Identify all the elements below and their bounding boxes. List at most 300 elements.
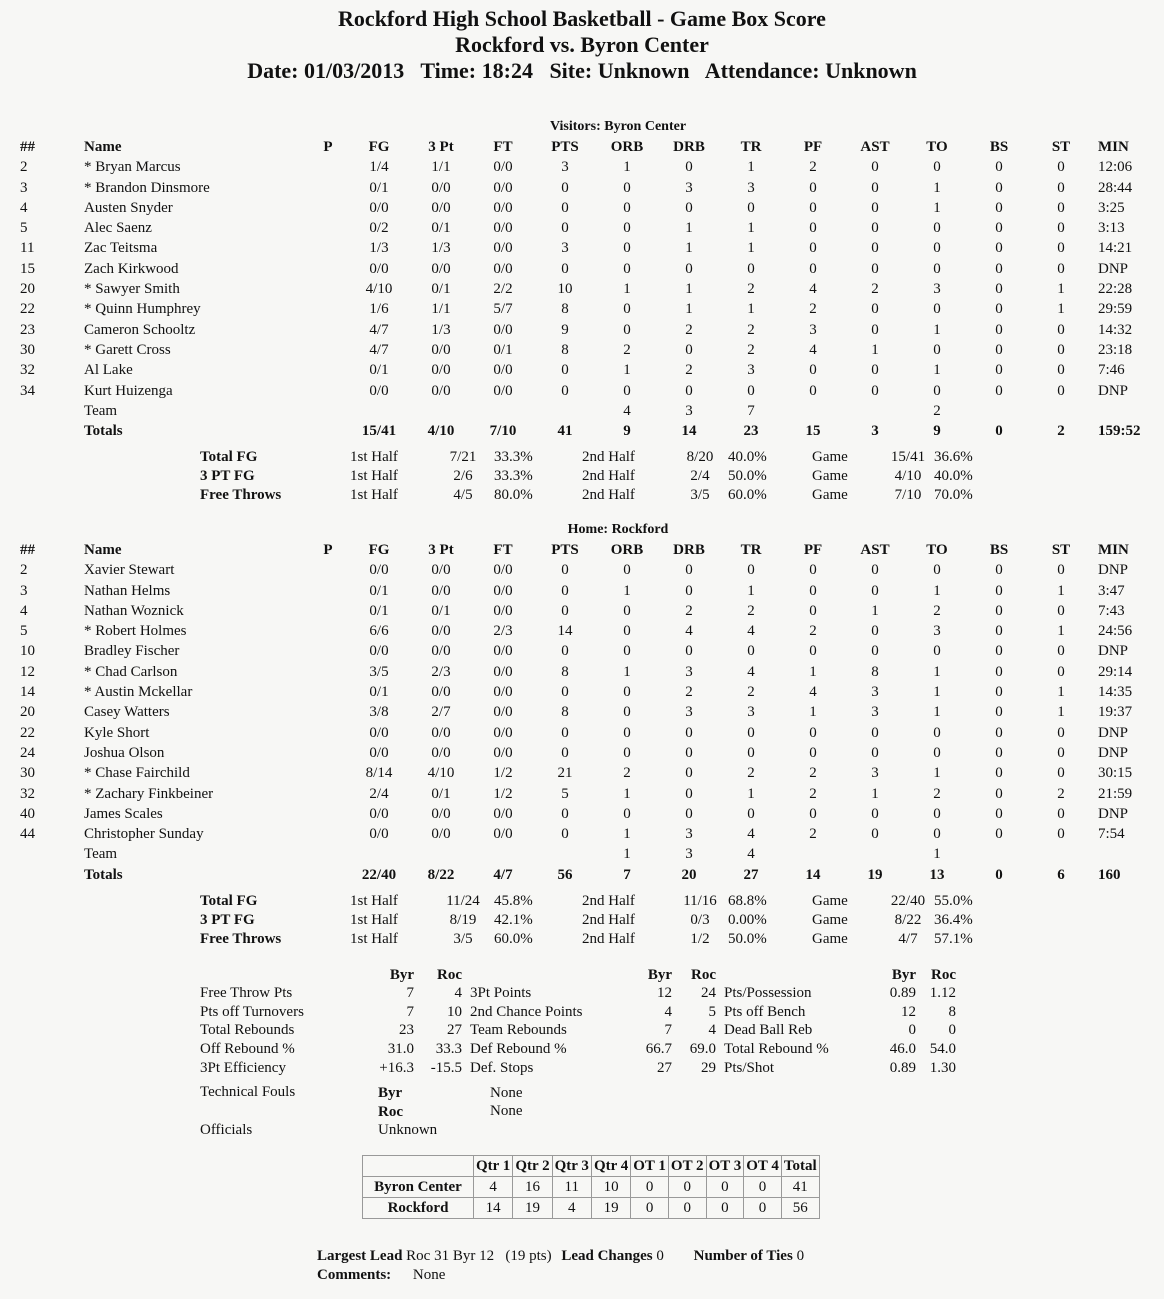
misc-value: 1.12 [929,985,956,1001]
stat-cell [534,844,596,864]
player-row [20,702,1158,722]
shooting-cell: 1st Half [350,912,398,928]
column-header: TO [926,542,948,558]
stat-cell: 0 [871,260,879,277]
home-box-table [20,540,1158,885]
stat-cell: 1/2 [493,785,513,802]
stat-cell [308,784,348,804]
totals-cell: Totals [84,423,123,440]
totals-cell: 3 [871,423,879,440]
stat-cell: 2 [809,826,817,843]
stat-cell: 19:37 [1098,704,1133,721]
stat-cell: 0 [809,260,817,277]
quarter-score: 0 [744,1177,782,1198]
stat-cell: 0 [809,240,817,257]
stat-cell: 1/2 [493,765,513,782]
stat-cell: 44 [20,826,35,843]
stat-cell: 7:54 [1098,826,1125,843]
stat-cell: 29:14 [1098,663,1133,680]
shooting-cell: Game [812,912,848,928]
stat-cell [20,401,84,421]
shooting-cell: 2/6 [453,468,473,484]
stat-cell: 1 [685,301,693,318]
stat-cell: 0/0 [369,562,389,579]
misc-value: 0.89 [889,985,916,1001]
stat-cell: 0 [933,744,941,761]
stat-cell [1030,401,1092,421]
stat-cell: 0 [1057,744,1065,761]
stat-cell: 24:56 [1098,623,1133,640]
stat-cell [472,401,534,421]
stat-cell: 0 [685,582,693,599]
shooting-cell: 55.0% [934,893,973,909]
stat-cell: Zac Teitsma [84,240,158,257]
stat-cell: 0/1 [431,220,451,237]
stat-cell: 0 [1057,240,1065,257]
stat-cell: Casey Watters [84,704,170,721]
stat-cell: 0 [995,724,1003,741]
misc-value: +16.3 [379,1059,414,1076]
stat-cell: 1 [809,704,817,721]
stat-cell: 0 [933,724,941,741]
stat-cell: 0 [623,199,631,216]
stat-cell: 0/0 [493,602,513,619]
stat-cell: 8 [871,663,879,680]
stat-cell: 24 [20,744,35,761]
home-header-row [20,540,1158,560]
totals-row [20,865,1158,885]
column-header: MIN [1098,139,1129,155]
stat-cell: 1 [809,663,817,680]
stat-cell: 0/0 [431,199,451,216]
stat-cell: 1 [747,240,755,257]
stat-cell: 0 [995,301,1003,318]
stat-cell: 14:21 [1098,240,1133,257]
quarter-score: 0 [631,1177,669,1198]
misc-label: Pts off Turnovers [200,1003,304,1020]
stat-cell: 0 [871,562,879,579]
stat-cell: 3 [871,704,879,721]
misc-value: 66.7 [645,1041,672,1058]
stat-cell [308,662,348,682]
report-title: Rockford High School Basketball - Game Box Score [338,6,826,31]
totals-cell: 6 [1057,866,1065,883]
column-header: TO [926,139,948,155]
stat-cell [782,401,844,421]
misc-value: 4 [708,1022,716,1039]
stat-cell: 0 [933,826,941,843]
stat-cell: 4 [747,663,755,680]
stat-cell: 2 [747,684,755,701]
stat-cell: Al Lake [84,362,133,379]
stat-cell: 3 [685,846,693,863]
totals-cell [20,421,84,441]
shooting-cell: 57.1% [934,931,973,947]
stat-cell: DNP [1098,805,1129,822]
stat-cell: 0 [871,724,879,741]
shooting-cell: 70.0% [934,487,973,503]
stat-cell: 1 [1057,684,1065,701]
player-row [20,279,1158,299]
misc-byr-header-3: Byr [891,966,916,983]
stat-cell: 0 [809,643,817,660]
stat-cell: 0 [747,744,755,761]
stat-cell: 0/1 [369,362,389,379]
stat-cell: 0 [933,341,941,358]
lead-changes-label: Lead Changes [561,1248,653,1264]
stat-cell: 4 [809,281,817,298]
stat-cell: 3 [747,179,755,196]
largest-lead-value: Roc 31 Byr 12 (19 pts) [406,1248,552,1264]
visitors-header-row [20,137,1158,157]
shooting-cell: 7/10 [894,487,922,503]
stat-cell [308,198,348,218]
stat-cell: 9 [561,321,569,338]
stat-cell: 0/0 [493,744,513,761]
totals-cell: Totals [84,866,123,883]
stat-cell: 2 [809,159,817,176]
stat-cell: 0/0 [431,724,451,741]
stat-cell: 1 [933,765,941,782]
stat-cell: 1/6 [369,301,389,318]
stat-cell: 0 [871,301,879,318]
stat-cell: 0 [685,562,693,579]
stat-cell: 2 [809,301,817,318]
shooting-cell: Game [812,449,848,465]
stat-cell: 2 [20,159,28,176]
stat-cell: 0 [623,602,631,619]
stat-cell: 0 [747,260,755,277]
stat-cell: 0/0 [369,643,389,660]
stat-cell: 0 [809,805,817,822]
player-row [20,641,1158,661]
totals-cell: 7/10 [489,423,517,440]
stat-cell: 2 [809,623,817,640]
column-header: BS [989,542,1009,558]
stat-cell: 30:15 [1098,765,1133,782]
totals-cell [308,421,348,441]
quarter-row [363,1198,820,1219]
stat-cell: 7 [747,402,755,419]
stat-cell: 0/0 [431,582,451,599]
stat-cell: 0 [995,785,1003,802]
stat-cell: 0/0 [493,179,513,196]
column-header: FT [493,542,513,558]
column-header: PTS [551,542,579,558]
quarter-header: Qtr 3 [552,1156,591,1177]
stat-cell: 0 [685,199,693,216]
stat-cell: 0 [685,643,693,660]
stat-cell: 0/0 [493,362,513,379]
stat-cell [844,401,906,421]
stat-cell: 22:28 [1098,281,1133,298]
player-row [20,844,1158,864]
stat-cell: 7:46 [1098,362,1125,379]
stat-cell: 1 [933,846,941,863]
stat-cell: 4 [747,623,755,640]
stat-cell: 3 [685,704,693,721]
stat-cell: 5 [561,785,569,802]
stat-cell: Zach Kirkwood [84,260,179,277]
quarter-row [363,1177,820,1198]
misc-value: 24 [701,985,716,1001]
stat-cell: 2/2 [493,281,513,298]
stat-cell: 32 [20,362,35,379]
stat-cell: 0 [995,602,1003,619]
stat-cell: 0 [995,260,1003,277]
stat-cell: 4 [623,402,631,419]
stat-cell: 0/0 [493,724,513,741]
stat-cell: 0 [871,321,879,338]
quarter-score: 0 [668,1198,706,1219]
stat-cell: 5 [20,220,28,237]
misc-value: 7 [664,1022,672,1039]
misc-value: -15.5 [430,1059,462,1076]
stat-cell [308,560,348,580]
stat-cell: 3 [747,704,755,721]
stat-cell: 0 [995,684,1003,701]
stat-cell: 8 [561,704,569,721]
stat-cell: 0/1 [369,179,389,196]
shooting-cell: 36.4% [934,912,973,928]
stat-cell [308,682,348,702]
shooting-cell: 50.0% [728,468,767,484]
stat-cell: 32 [20,785,35,802]
column-header: TR [740,139,762,155]
stat-cell: 0 [685,765,693,782]
stat-cell: 20 [20,704,35,721]
stat-cell: 0 [561,179,569,196]
matchup-title: Rockford vs. Byron Center [455,32,709,57]
stat-cell: Nathan Helms [84,582,171,599]
stat-cell: 0/1 [431,785,451,802]
quarter-score: 10 [591,1177,630,1198]
stat-cell: 5/7 [493,301,513,318]
stat-cell: 0/0 [431,562,451,579]
technical-fouls-roc-label: Roc [378,1104,403,1120]
stat-cell: 0 [561,260,569,277]
column-header: AST [860,542,890,558]
stat-cell: 0 [995,240,1003,257]
quarter-score: 56 [781,1198,819,1219]
shooting-cell: 2nd Half [582,893,635,909]
stat-cell [20,844,84,864]
stat-cell [308,824,348,844]
stat-cell: 0 [561,724,569,741]
stat-cell: Christopher Sunday [84,826,204,843]
totals-cell: 14 [681,423,697,440]
stat-cell: DNP [1098,562,1129,579]
player-row [20,804,1158,824]
stat-cell: 2 [871,281,879,298]
stat-cell: 8 [561,301,569,318]
stat-cell: 0 [623,321,631,338]
stat-cell: 0 [995,321,1003,338]
stat-cell: 0 [623,382,631,399]
stat-cell: 3:25 [1098,199,1125,216]
stat-cell: 0/0 [369,260,389,277]
quarter-score: 41 [781,1177,819,1198]
quarter-score: 0 [631,1198,669,1219]
shooting-cell: 4/5 [453,487,473,503]
stat-cell: * Brandon Dinsmore [84,179,210,196]
stat-cell: 0 [933,643,941,660]
misc-value: 10 [447,1003,462,1020]
quarter-team: Rockford [363,1198,474,1219]
stat-cell: 15 [20,260,35,277]
stat-cell: 1 [933,321,941,338]
stat-cell: 0 [623,260,631,277]
misc-value: 46.0 [889,1041,916,1058]
totals-cell: 14 [805,866,821,883]
stat-cell: 3 [871,765,879,782]
stat-cell: 0 [1057,663,1065,680]
stat-cell: 0 [1057,382,1065,399]
stat-cell: 0 [1057,765,1065,782]
stat-cell: 0 [995,704,1003,721]
stat-cell: 1 [685,240,693,257]
stat-cell: 0 [1057,159,1065,176]
stat-cell: 1 [933,179,941,196]
stat-cell: 4 [809,341,817,358]
stat-cell: Cameron Schooltz [84,321,196,338]
stat-cell: DNP [1098,260,1129,277]
stat-cell: 4 [20,199,28,216]
column-header: P [323,542,333,558]
shooting-cell: 4/10 [894,468,922,484]
stat-cell: * Garett Cross [84,341,171,358]
shooting-row [200,892,994,911]
totals-cell: 0 [995,866,1003,883]
stat-cell: 3 [685,826,693,843]
stat-cell: 0 [623,562,631,579]
stat-cell: 5 [20,623,28,640]
stat-cell: 0 [561,826,569,843]
totals-cell: 160 [1098,866,1121,883]
misc-value: 5 [708,1003,716,1020]
stat-cell: 2 [685,684,693,701]
player-row [20,662,1158,682]
stat-cell: 3/8 [369,704,389,721]
comments-label: Comments: [317,1267,392,1283]
stat-cell: 0 [685,159,693,176]
stat-cell: 1 [1057,623,1065,640]
stat-cell [308,238,348,258]
stat-cell: 0 [995,362,1003,379]
column-header: PF [803,139,823,155]
stat-cell: 2 [809,785,817,802]
stat-cell: 2 [747,602,755,619]
stat-cell: 0 [1057,260,1065,277]
quarter-score: 4 [552,1198,591,1219]
totals-cell: 27 [743,866,759,883]
shooting-cell: 33.3% [494,468,533,484]
stat-cell: 1/3 [431,240,451,257]
stat-cell: 2/4 [369,785,389,802]
quarter-header: Total [781,1156,819,1177]
stat-cell: 0 [623,220,631,237]
quarter-header: OT 3 [706,1156,744,1177]
stat-cell: Nathan Woznick [84,602,184,619]
stat-cell: 3 [685,402,693,419]
column-header: FT [493,139,513,155]
stat-cell: 0 [685,382,693,399]
stat-cell: 0 [561,199,569,216]
stat-cell [308,178,348,198]
stat-cell: 3 [20,582,28,599]
stat-cell: 0 [685,724,693,741]
misc-value: 29 [701,1059,716,1076]
stat-cell: 2 [747,765,755,782]
stat-cell [410,401,472,421]
stat-cell: 0/0 [493,826,513,843]
totals-cell: 9 [623,423,631,440]
totals-cell: 4/7 [493,866,513,883]
stat-cell: 34 [20,382,35,399]
stat-cell: 4 [685,623,693,640]
misc-value: 12 [657,985,672,1001]
misc-value: 23 [399,1022,414,1039]
shooting-cell: 68.8% [728,893,767,909]
stat-cell: 0 [871,826,879,843]
player-row [20,360,1158,380]
totals-cell: 20 [681,866,697,883]
shooting-cell: Game [812,931,848,947]
stat-cell: 0 [623,240,631,257]
stat-cell: 0 [995,623,1003,640]
stat-cell: 0 [933,301,941,318]
stat-cell: * Bryan Marcus [84,159,181,176]
stat-cell: 0 [809,562,817,579]
stat-cell: 0 [995,765,1003,782]
misc-value: 7 [406,985,414,1001]
player-row [20,320,1158,340]
misc-label: Pts off Bench [724,1003,806,1020]
quarter-score: 19 [591,1198,630,1219]
column-header: ST [1051,542,1071,558]
stat-cell: 14:32 [1098,321,1133,338]
stat-cell [308,702,348,722]
stat-cell: 14 [557,623,573,640]
quarter-score: 0 [706,1177,744,1198]
stat-cell: 0/0 [493,260,513,277]
comments-line [317,1267,445,1284]
stat-cell: DNP [1098,724,1129,741]
stat-cell: 0 [623,704,631,721]
misc-value: 27 [657,1059,672,1076]
totals-cell: 9 [933,423,941,440]
stat-cell: 0 [871,582,879,599]
stat-cell: 0 [623,643,631,660]
stat-cell: 2 [685,321,693,338]
stat-cell [308,401,348,421]
column-header: BS [989,139,1009,155]
stat-cell: 0/0 [431,362,451,379]
player-row [20,238,1158,258]
shooting-label: Total FG [200,893,258,909]
player-row [20,601,1158,621]
technical-fouls-byr-value: None [490,1085,523,1101]
stat-cell: Alec Saenz [84,220,152,237]
stat-cell: 1 [933,199,941,216]
shooting-cell: 8/22 [894,912,922,928]
stat-cell: 0 [871,805,879,822]
stat-cell: 0/1 [369,684,389,701]
stat-cell: 1 [1057,301,1065,318]
player-row [20,763,1158,783]
stat-cell [348,844,410,864]
shooting-row [200,930,994,949]
